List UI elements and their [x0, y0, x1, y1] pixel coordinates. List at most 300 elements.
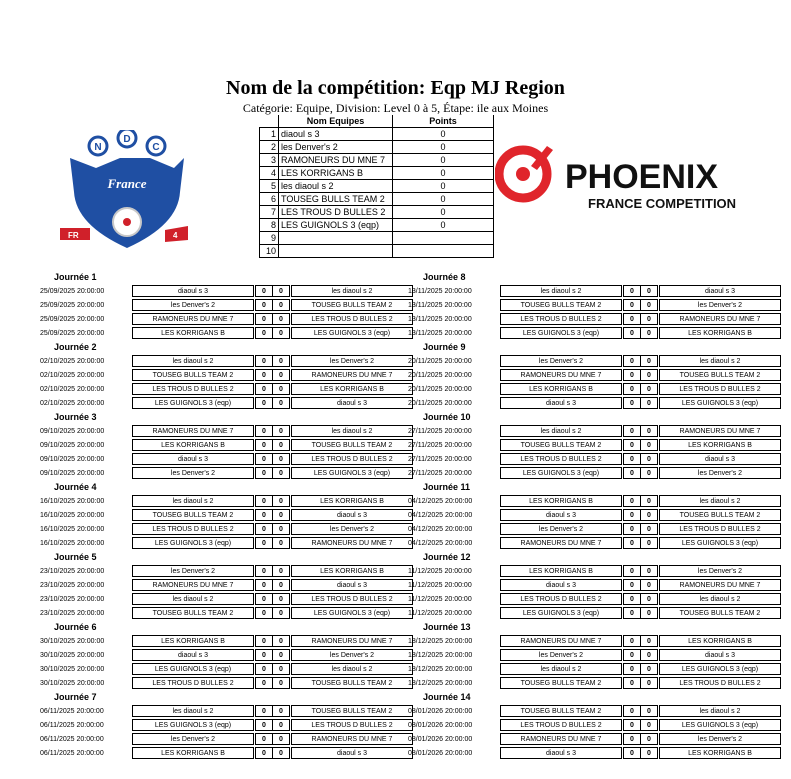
match-away-score: 0	[640, 355, 658, 367]
match-date: 08/01/2026 20:00:00	[408, 707, 473, 715]
match-row	[38, 606, 420, 620]
match-away-score: 0	[640, 509, 658, 521]
match-home-score: 0	[255, 453, 273, 465]
match-home-score: 0	[623, 299, 641, 311]
standings-row	[260, 154, 494, 167]
match-row	[406, 368, 788, 382]
match-row	[406, 298, 788, 312]
standings-team: RAMONEURS DU MNE 7	[279, 154, 393, 167]
match-away-score: 0	[272, 565, 290, 577]
match-row	[406, 676, 788, 690]
match-home-score: 0	[623, 467, 641, 479]
match-away-team: diaoul s 3	[291, 397, 413, 409]
journee-label: Journée 2	[54, 342, 97, 352]
journee-label: Journée 12	[423, 552, 471, 562]
standings-points: 0	[393, 206, 494, 219]
ndc-logo-france-text: France	[107, 176, 147, 191]
match-row	[406, 662, 788, 676]
match-row	[406, 732, 788, 746]
match-away-team: LES TROUS D BULLES 2	[291, 453, 413, 465]
match-away-score: 0	[272, 383, 290, 395]
standings-team: LES TROUS D BULLES 2	[279, 206, 393, 219]
match-away-score: 0	[272, 537, 290, 549]
match-away-team: les Denver's 2	[291, 523, 413, 535]
standings-points	[393, 245, 494, 258]
match-date: 11/12/2025 20:00:00	[408, 567, 472, 575]
match-home-team: LES GUIGNOLS 3 (eqp)	[500, 607, 622, 619]
match-home-score: 0	[623, 495, 641, 507]
match-away-team: LES GUIGNOLS 3 (eqp)	[291, 327, 413, 339]
match-away-team: LES TROUS D BULLES 2	[291, 719, 413, 731]
standings-row	[260, 219, 494, 232]
match-away-score: 0	[640, 369, 658, 381]
match-away-score: 0	[272, 313, 290, 325]
match-home-score: 0	[255, 607, 273, 619]
match-row	[38, 564, 420, 578]
journee-label: Journée 3	[54, 412, 97, 422]
standings-row	[260, 245, 494, 258]
match-home-score: 0	[255, 635, 273, 647]
match-away-team: RAMONEURS DU MNE 7	[291, 733, 413, 745]
match-away-score: 0	[272, 355, 290, 367]
match-away-team: LES KORRIGANS B	[659, 439, 781, 451]
match-away-team: LES KORRIGANS B	[659, 747, 781, 759]
standings-points: 0	[393, 167, 494, 180]
match-row	[406, 564, 788, 578]
match-date: 06/11/2025 20:00:00	[40, 749, 104, 757]
match-home-team: TOUSEG BULLS TEAM 2	[500, 705, 622, 717]
match-date: 16/10/2025 20:00:00	[40, 539, 105, 547]
match-away-team: LES GUIGNOLS 3 (eqp)	[659, 663, 781, 675]
match-away-score: 0	[272, 369, 290, 381]
standings-points-header: Points	[393, 115, 494, 128]
match-away-score: 0	[272, 299, 290, 311]
match-home-team: LES TROUS D BULLES 2	[500, 593, 622, 605]
match-away-score: 0	[640, 313, 658, 325]
match-row	[38, 452, 420, 466]
match-home-score: 0	[255, 439, 273, 451]
match-away-score: 0	[640, 705, 658, 717]
match-home-score: 0	[623, 607, 641, 619]
match-away-score: 0	[272, 467, 290, 479]
match-row	[406, 466, 788, 480]
journee-label: Journée 14	[423, 692, 471, 702]
ndc-letter-d: D	[123, 134, 131, 145]
match-row	[38, 438, 420, 452]
match-row	[38, 396, 420, 410]
match-away-team: les Denver's 2	[659, 565, 781, 577]
match-home-team: LES TROUS D BULLES 2	[500, 313, 622, 325]
match-home-team: les diaoul s 2	[132, 355, 254, 367]
match-home-score: 0	[255, 397, 273, 409]
match-away-score: 0	[640, 537, 658, 549]
competition-subtitle: Catégorie: Equipe, Division: Level 0 à 5, Étape: ile aux Moines	[242, 101, 549, 115]
match-row	[38, 354, 420, 368]
match-date: 23/10/2025 20:00:00	[40, 595, 105, 603]
match-home-team: diaoul s 3	[500, 579, 622, 591]
match-away-team: TOUSEG BULLS TEAM 2	[291, 439, 413, 451]
match-home-score: 0	[623, 523, 641, 535]
match-away-team: les Denver's 2	[659, 299, 781, 311]
standings-rank: 7	[260, 206, 279, 219]
match-home-team: RAMONEURS DU MNE 7	[500, 369, 622, 381]
match-away-score: 0	[272, 453, 290, 465]
match-home-score: 0	[255, 425, 273, 437]
standings-team	[279, 245, 393, 258]
match-home-score: 0	[255, 705, 273, 717]
match-home-score: 0	[623, 719, 641, 731]
match-home-team: RAMONEURS DU MNE 7	[132, 579, 254, 591]
phoenix-subtitle: FRANCE COMPETITION	[588, 196, 737, 211]
match-away-team: TOUSEG BULLS TEAM 2	[291, 299, 413, 311]
match-home-score: 0	[255, 663, 273, 675]
match-away-team: LES GUIGNOLS 3 (eqp)	[659, 719, 781, 731]
standings-rank: 2	[260, 141, 279, 154]
match-away-team: les diaoul s 2	[659, 593, 781, 605]
match-home-score: 0	[255, 369, 273, 381]
match-date: 23/10/2025 20:00:00	[40, 581, 105, 589]
match-date: 02/10/2025 20:00:00	[40, 371, 105, 379]
match-home-score: 0	[255, 593, 273, 605]
match-row	[38, 634, 420, 648]
match-away-score: 0	[272, 747, 290, 759]
match-row	[38, 536, 420, 550]
match-date: 02/10/2025 20:00:00	[40, 399, 105, 407]
match-row	[38, 284, 420, 298]
match-away-score: 0	[640, 467, 658, 479]
match-row	[38, 718, 420, 732]
standings-rank-header	[260, 115, 279, 128]
standings-body	[260, 128, 494, 258]
match-home-score: 0	[623, 635, 641, 647]
match-row	[38, 424, 420, 438]
standings-rank: 3	[260, 154, 279, 167]
match-home-team: LES KORRIGANS B	[500, 565, 622, 577]
match-date: 16/10/2025 20:00:00	[40, 511, 105, 519]
match-home-team: diaoul s 3	[132, 649, 254, 661]
match-date: 11/12/2025 20:00:00	[408, 609, 472, 617]
journee-header	[406, 340, 788, 354]
match-away-score: 0	[272, 439, 290, 451]
match-home-team: LES KORRIGANS B	[132, 439, 254, 451]
match-home-team: LES GUIGNOLS 3 (eqp)	[132, 397, 254, 409]
match-date: 20/11/2025 20:00:00	[408, 357, 472, 365]
match-home-score: 0	[255, 649, 273, 661]
match-home-score: 0	[255, 733, 273, 745]
match-away-score: 0	[272, 663, 290, 675]
match-away-score: 0	[272, 677, 290, 689]
match-away-score: 0	[272, 635, 290, 647]
match-home-score: 0	[623, 705, 641, 717]
match-date: 27/11/2025 20:00:00	[408, 441, 472, 449]
match-home-team: TOUSEG BULLS TEAM 2	[132, 369, 254, 381]
standings-rank: 1	[260, 128, 279, 141]
match-away-score: 0	[272, 649, 290, 661]
match-home-team: diaoul s 3	[132, 285, 254, 297]
match-away-score: 0	[640, 299, 658, 311]
match-date: 16/10/2025 20:00:00	[40, 525, 105, 533]
journee-header	[38, 550, 420, 564]
match-date: 18/12/2025 20:00:00	[408, 637, 473, 645]
match-row	[38, 662, 420, 676]
journee-header	[38, 690, 420, 704]
match-date: 13/11/2025 20:00:00	[408, 329, 472, 337]
match-away-team: TOUSEG BULLS TEAM 2	[659, 369, 781, 381]
match-row	[406, 438, 788, 452]
match-away-team: LES TROUS D BULLES 2	[291, 313, 413, 325]
journee-header	[406, 620, 788, 634]
match-home-team: LES TROUS D BULLES 2	[500, 453, 622, 465]
match-away-team: diaoul s 3	[291, 579, 413, 591]
dartboard-bull	[123, 218, 131, 226]
match-away-team: RAMONEURS DU MNE 7	[291, 537, 413, 549]
match-away-score: 0	[640, 439, 658, 451]
match-away-team: LES TROUS D BULLES 2	[291, 593, 413, 605]
match-away-score: 0	[640, 285, 658, 297]
match-away-score: 0	[640, 327, 658, 339]
match-home-score: 0	[623, 537, 641, 549]
match-away-team: les diaoul s 2	[291, 663, 413, 675]
journee-header	[406, 480, 788, 494]
match-home-score: 0	[255, 677, 273, 689]
match-away-team: LES KORRIGANS B	[659, 327, 781, 339]
match-away-team: diaoul s 3	[659, 285, 781, 297]
match-home-team: LES GUIGNOLS 3 (eqp)	[500, 467, 622, 479]
match-away-score: 0	[272, 509, 290, 521]
journee-header	[406, 550, 788, 564]
match-away-score: 0	[640, 383, 658, 395]
match-row	[38, 466, 420, 480]
ndc-fr-text: FR	[68, 231, 79, 240]
match-date: 25/09/2025 20:00:00	[40, 315, 105, 323]
match-row	[38, 298, 420, 312]
standings-points: 0	[393, 128, 494, 141]
match-away-team: les diaoul s 2	[291, 425, 413, 437]
match-away-team: LES KORRIGANS B	[659, 635, 781, 647]
match-date: 30/10/2025 20:00:00	[40, 679, 105, 687]
match-home-score: 0	[255, 565, 273, 577]
match-home-team: RAMONEURS DU MNE 7	[132, 425, 254, 437]
match-row	[406, 606, 788, 620]
match-away-score: 0	[272, 719, 290, 731]
match-home-team: diaoul s 3	[500, 747, 622, 759]
match-away-team: RAMONEURS DU MNE 7	[659, 425, 781, 437]
match-home-score: 0	[623, 747, 641, 759]
match-away-score: 0	[272, 495, 290, 507]
schedule-left-column	[38, 270, 420, 760]
match-home-team: les Denver's 2	[500, 355, 622, 367]
match-home-score: 0	[623, 677, 641, 689]
match-row	[406, 354, 788, 368]
match-away-team: RAMONEURS DU MNE 7	[291, 369, 413, 381]
match-away-team: diaoul s 3	[291, 747, 413, 759]
match-date: 20/11/2025 20:00:00	[408, 371, 472, 379]
match-home-score: 0	[255, 327, 273, 339]
match-home-score: 0	[255, 579, 273, 591]
ndc-letter-c: C	[152, 142, 160, 153]
match-home-score: 0	[623, 369, 641, 381]
standings-points	[393, 232, 494, 245]
journee-header	[38, 270, 420, 284]
journee-label: Journée 11	[423, 482, 471, 492]
match-away-team: les diaoul s 2	[291, 285, 413, 297]
match-date: 09/10/2025 20:00:00	[40, 455, 105, 463]
match-date: 09/10/2025 20:00:00	[40, 427, 105, 435]
match-away-score: 0	[272, 593, 290, 605]
journee-header	[406, 690, 788, 704]
match-row	[406, 312, 788, 326]
match-away-score: 0	[272, 425, 290, 437]
match-row	[406, 396, 788, 410]
match-away-team: RAMONEURS DU MNE 7	[659, 579, 781, 591]
match-away-team: diaoul s 3	[291, 509, 413, 521]
match-date: 09/10/2025 20:00:00	[40, 469, 105, 477]
match-row	[406, 704, 788, 718]
match-row	[406, 578, 788, 592]
match-home-team: LES KORRIGANS B	[132, 635, 254, 647]
match-home-score: 0	[255, 747, 273, 759]
match-home-team: LES KORRIGANS B	[500, 495, 622, 507]
match-away-score: 0	[272, 285, 290, 297]
ndc-number-text: 4	[173, 231, 178, 240]
standings-team: les Denver's 2	[279, 141, 393, 154]
match-date: 06/11/2025 20:00:00	[40, 735, 104, 743]
match-away-score: 0	[272, 579, 290, 591]
match-row	[406, 382, 788, 396]
match-away-team: les Denver's 2	[659, 467, 781, 479]
match-row	[406, 522, 788, 536]
match-home-score: 0	[623, 285, 641, 297]
match-home-team: LES GUIGNOLS 3 (eqp)	[132, 537, 254, 549]
match-date: 11/12/2025 20:00:00	[408, 581, 472, 589]
match-home-team: RAMONEURS DU MNE 7	[132, 313, 254, 325]
standings-rank: 8	[260, 219, 279, 232]
standings-points: 0	[393, 219, 494, 232]
match-row	[38, 648, 420, 662]
phoenix-name: PHOENIX	[565, 158, 719, 196]
standings-points: 0	[393, 154, 494, 167]
match-home-score: 0	[623, 313, 641, 325]
match-date: 04/12/2025 20:00:00	[408, 525, 473, 533]
match-home-team: les Denver's 2	[132, 733, 254, 745]
match-away-team: RAMONEURS DU MNE 7	[291, 635, 413, 647]
match-away-score: 0	[640, 733, 658, 745]
standings-team: LES GUIGNOLS 3 (eqp)	[279, 219, 393, 232]
match-away-team: diaoul s 3	[659, 453, 781, 465]
match-home-team: TOUSEG BULLS TEAM 2	[500, 439, 622, 451]
match-home-team: les diaoul s 2	[132, 705, 254, 717]
match-away-team: les diaoul s 2	[659, 355, 781, 367]
match-home-team: les diaoul s 2	[132, 593, 254, 605]
match-date: 23/10/2025 20:00:00	[40, 609, 105, 617]
match-row	[406, 494, 788, 508]
match-row	[38, 746, 420, 760]
match-home-score: 0	[623, 649, 641, 661]
match-row	[406, 718, 788, 732]
journee-label: Journée 1	[54, 272, 97, 282]
match-away-score: 0	[272, 705, 290, 717]
standings-row	[260, 180, 494, 193]
match-home-team: diaoul s 3	[500, 397, 622, 409]
match-away-score: 0	[272, 397, 290, 409]
match-away-score: 0	[640, 397, 658, 409]
match-row	[406, 284, 788, 298]
match-date: 16/10/2025 20:00:00	[40, 497, 105, 505]
standings-team: TOUSEG BULLS TEAM 2	[279, 193, 393, 206]
match-home-score: 0	[623, 509, 641, 521]
match-home-score: 0	[623, 355, 641, 367]
match-row	[38, 522, 420, 536]
match-home-team: LES TROUS D BULLES 2	[132, 677, 254, 689]
match-home-score: 0	[623, 425, 641, 437]
standings-team: les diaoul s 2	[279, 180, 393, 193]
match-home-score: 0	[255, 509, 273, 521]
journee-label: Journée 10	[423, 412, 471, 422]
match-away-score: 0	[640, 663, 658, 675]
standings-rank: 10	[260, 245, 279, 258]
match-home-score: 0	[255, 299, 273, 311]
match-away-score: 0	[640, 593, 658, 605]
match-home-team: LES KORRIGANS B	[500, 383, 622, 395]
match-home-score: 0	[255, 495, 273, 507]
match-date: 08/01/2026 20:00:00	[408, 735, 473, 743]
match-row	[38, 732, 420, 746]
match-home-score: 0	[623, 565, 641, 577]
match-away-team: LES GUIGNOLS 3 (eqp)	[291, 467, 413, 479]
match-away-score: 0	[640, 425, 658, 437]
journee-label: Journée 5	[54, 552, 97, 562]
standings-rank: 4	[260, 167, 279, 180]
standings-rank: 5	[260, 180, 279, 193]
match-home-score: 0	[255, 383, 273, 395]
match-away-team: LES GUIGNOLS 3 (eqp)	[659, 537, 781, 549]
match-date: 27/11/2025 20:00:00	[408, 469, 472, 477]
journee-label: Journée 9	[423, 342, 466, 352]
match-away-team: LES TROUS D BULLES 2	[659, 677, 781, 689]
match-away-score: 0	[272, 607, 290, 619]
journee-header	[406, 410, 788, 424]
match-row	[406, 508, 788, 522]
match-away-score: 0	[640, 635, 658, 647]
journee-header	[38, 340, 420, 354]
match-date: 30/10/2025 20:00:00	[40, 651, 105, 659]
match-date: 06/11/2025 20:00:00	[40, 721, 104, 729]
match-home-team: les Denver's 2	[132, 299, 254, 311]
match-home-score: 0	[255, 313, 273, 325]
competition-title: Nom de la compétition: Eqp MJ Region	[226, 77, 565, 99]
match-date: 20/11/2025 20:00:00	[408, 385, 472, 393]
standings-points: 0	[393, 193, 494, 206]
match-away-team: les Denver's 2	[291, 649, 413, 661]
match-away-score: 0	[640, 453, 658, 465]
match-row	[38, 326, 420, 340]
ndc-letter-n: N	[94, 142, 102, 153]
match-away-team: TOUSEG BULLS TEAM 2	[291, 677, 413, 689]
standings-row	[260, 141, 494, 154]
match-home-score: 0	[255, 523, 273, 535]
match-home-score: 0	[255, 537, 273, 549]
match-date: 23/10/2025 20:00:00	[40, 567, 105, 575]
match-date: 06/11/2025 20:00:00	[40, 707, 104, 715]
match-row	[38, 676, 420, 690]
standings-points: 0	[393, 180, 494, 193]
match-home-score: 0	[623, 453, 641, 465]
match-home-team: TOUSEG BULLS TEAM 2	[500, 299, 622, 311]
match-away-score: 0	[640, 495, 658, 507]
match-away-score: 0	[272, 523, 290, 535]
match-away-team: les diaoul s 2	[659, 495, 781, 507]
match-home-score: 0	[255, 355, 273, 367]
